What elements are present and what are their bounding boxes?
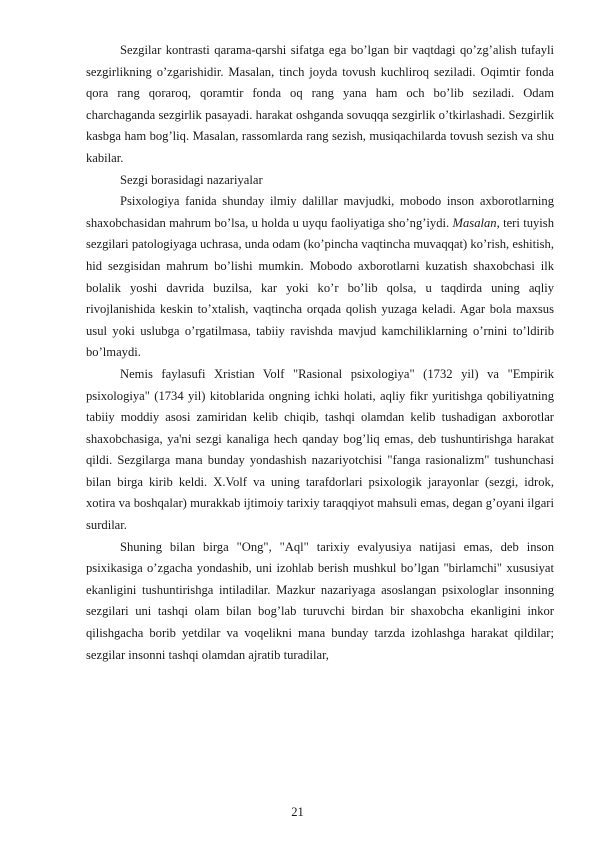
paragraph-xristian-volf: Nemis faylasufi Xristian Volf "Rasional psixologiya" (1732 yil) va "Empirik psixologiya" (1734 yil) kitoblarida ongning ichki holati, aqliy fikr yuritishga qobiliyatning tabiiy moddiy asosi zamiridan kelib chiqib, tashqi olamdan kelib tushadigan axborotlar shaxobchasiga, ya'ni sezgi kanaliga hech qanday bog’liq emas, deb tushuntirishga harakat qildi. Sezgilarga mana bunday yondashish nazariyotchisi "fanga rasionalizm" tushunchasi bilan birga kirib keldi. X.Volf va uning tarafdorlari psixologik jarayonlar (sezgi, idrok, xotira va boshqalar) murakkab ijtimoiy tarixiy taraqqiyot mahsuli emas, degan g’oyani ilgari surdilar.: [86, 366, 554, 533]
paragraph-text-before-italic: Psixologiya fanida shunday ilmiy dalillar mavjudki, mobodo inson axborotlarning shaxobchasidan mahrum bo’lsa, u holda u uyqu faoliyatiga sho’ng’iydi.: [86, 194, 554, 230]
italic-example-word: Masalan,: [452, 215, 500, 230]
page-number: 21: [291, 805, 304, 819]
paragraph-sezgilar-kontrasti: Sezgilar kontrasti qarama-qarshi sifatga ega bo’lgan bir vaqtdagi qo’zg’alish tufayli sezgirlikning o’zgarishidir. Masalan, tinch joyda tovush kuchliroq seziladi. Oqimtir fonda qora rang qoraroq, qoramtir fonda oq rang yana ham och bo’lib seziladi. Odam charchaganda sezgirlik pasayadi. harakat oshganda sovuqqa sezgirlik o’tkirlashadi. Sezgirlik kasbga ham bog’liq. Masalan, rassomlarda rang sezish, musiqachilarda tovush sezish va shu kabilar.: [86, 43, 554, 165]
paragraph-psixologiya-fanida: [86, 191, 554, 364]
paragraph-ong-aql: Shuning bilan birga "Ong", "Aql" tarixiy evalyusiya natijasi emas, deb inson psixikasiga o’zgacha yondashib, uni izohlab berish mushkul bo’lgan "birlamchi" xususiyat ekanligini tushuntirishga intiladilar. Mazkur nazariyaga asoslangan psixologlar insonning sezgilari uni tashqi olam bilan bog’lab turuvchi birdan bir shaxobcha ekanligini inkor qilishgacha borib yetdilar va voqelikni mana bunday tarzda izohlashga harakat qildilar; sezgilar insonni tashqi olamdan ajratib turadilar,: [86, 539, 554, 662]
paragraph-text-after-italic: teri tuyish sezgilari patologiyaga uchrasa, unda odam (ko’pincha vaqtincha muvaqqat) ko’rish, eshitish, hid sezgisidan mahrum bo’lishi mumkin. Mobodo axborotlarni kuzatish shaxobchasi ilk bolalik yoshi davrida buzilsa, kar yoki ko’r bo’lib qolsa, u taqdirda uning aqliy rivojlanishida keskin to’xtalish, vaqtincha orqada qolish yuzaga keladi. Agar bola maxsus usul yoki uslubga o’rgatilmasa, tabiiy ravishda mavjud kamchiliklarning o’rnini to’ldirib bo’lmaydi.: [86, 215, 554, 360]
section-heading: Sezgi borasidagi nazariyalar: [120, 172, 263, 187]
page-body: [86, 40, 554, 666]
